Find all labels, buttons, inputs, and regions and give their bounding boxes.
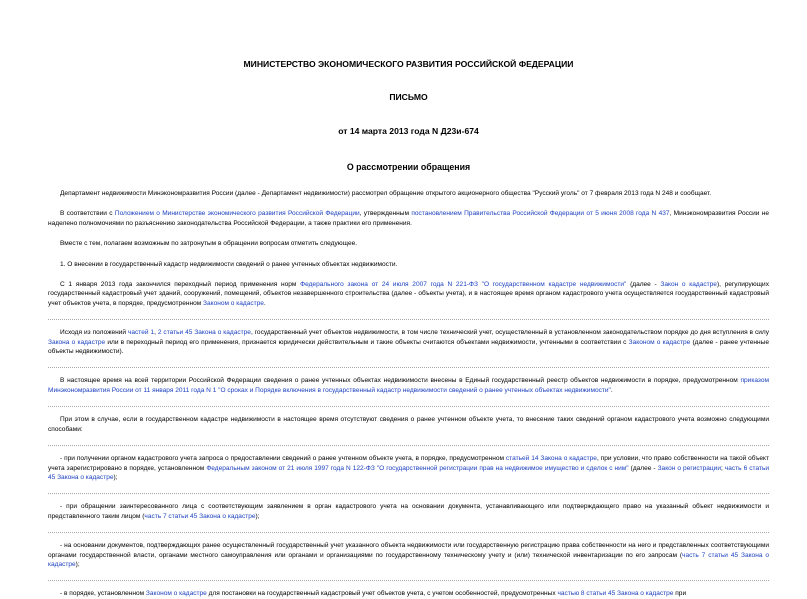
paragraph-text: при	[673, 590, 687, 598]
document-link[interactable]: Положением о Министерстве экономического развития Российской Федерации	[114, 210, 360, 218]
document-link[interactable]: Закон о кадастре	[660, 281, 717, 289]
paragraph-text: (далее -	[628, 464, 658, 472]
paragraph	[48, 589, 769, 598]
document-date-number: от 14 марта 2013 года N Д23и-674	[338, 126, 479, 136]
document-link[interactable]: статьей 14 Закона о кадастре	[505, 455, 597, 463]
document-link[interactable]: постановлением Правительства Российской Федерации от 5 июня 2008 года N 437	[411, 210, 670, 218]
paragraph-text: .	[610, 386, 613, 394]
paragraph-text: (далее -	[626, 281, 661, 289]
ministry-heading: МИНИСТЕРСТВО ЭКОНОМИЧЕСКОГО РАЗВИТИЯ РОССИЙСКОЙ ФЕДЕРАЦИИ	[243, 59, 574, 69]
paragraph-text: Департамент недвижимости Минэкономразвития России (далее - Департамент недвижимости) рассмотрел обращение открытого акционерного общества "Русский уголь" от 7 февраля 2013 года N 248 и сообщает.	[60, 190, 712, 197]
document-link[interactable]: часть 6 статьи 45 Закона о кадастре	[48, 464, 770, 481]
paragraph	[48, 260, 769, 269]
paragraph	[48, 280, 769, 308]
paragraph-text: , при условии, что право собственности на такой объект учета зарегистрировано в порядке, установленном	[48, 455, 769, 472]
paragraph-text: Исходя из положений	[60, 329, 128, 337]
paragraph	[48, 189, 769, 198]
document-link[interactable]: частей 1	[127, 329, 155, 337]
document-link[interactable]: Законом о кадастре	[145, 590, 207, 598]
paragraph-text: , Минэкономразвития России не наделено полномочиями по разъяснению законодательства Российской Федерации, а также практики его применения.	[48, 210, 770, 227]
document-link[interactable]: Законом о кадастре	[203, 299, 264, 307]
paragraph-text: - при обращении заинтересованного лица с соответствующим заявлением в орган кадастрового учета на основании документа, устанавливающего или подтверждающего право на указанный объект недвижимости и представленного таким лицом (	[48, 503, 769, 520]
paragraph	[48, 328, 769, 356]
document-link[interactable]: часть 7 статьи 45 Закона о кадастре	[144, 512, 256, 520]
paragraph	[48, 415, 769, 434]
paragraph-text: или в переходный период его применения, признается юридически действительным и такие объекты считаются объектами недвижимости, учтенными в соответствии с	[105, 338, 629, 346]
paragraph-divider	[48, 493, 769, 494]
paragraph-divider	[48, 319, 769, 320]
paragraph-text: С 1 января 2013 года закончился переходный период применения норм	[60, 281, 301, 289]
paragraph	[48, 239, 769, 248]
paragraph-text: - на основании документов, подтверждающих ранее осуществленный государственный учет указанного объекта недвижимости или государственную регистрацию права собственности на него и представленных соответствующими органами государственной власти, органами местного самоуправления или органами и организациями по государственному техническому учету и (или) технической инвентаризации по его запросам (	[48, 542, 769, 559]
paragraph-text: - при получении органом кадастрового учета запроса о предоставлении сведений о ранее учтенном объекте учета, в порядке, предусмотренном	[60, 455, 506, 463]
paragraph-text: В соответствии с	[60, 210, 115, 218]
paragraph-text: );	[255, 512, 260, 520]
paragraph-divider	[48, 445, 769, 446]
paragraph-text: для постановки на государственный кадастровый учет объектов учета, с учетом особенностей, предусмотренных	[206, 590, 558, 598]
paragraph-divider	[48, 406, 769, 407]
document-link[interactable]: Закона о кадастре	[48, 338, 106, 346]
paragraph-divider	[48, 367, 769, 368]
paragraph-text: При этом в случае, если в государственном кадастре недвижимости в настоящее время отсутствуют сведения о ранее учтенном объекте учета, то внесение таких сведений органом кадастрового учета возможно следующими способами:	[48, 416, 769, 433]
document-type: ПИСЬМО	[389, 92, 428, 102]
document-link[interactable]: Федерального закона от 24 июля 2007 года N 221-ФЗ "О государственном кадастре недвижимости"	[300, 281, 627, 289]
document-subject: О рассмотрении обращения	[346, 162, 471, 172]
paragraph-text: ,	[154, 329, 158, 337]
paragraph-text: , утвержденным	[359, 210, 412, 218]
paragraph-text: , государственный учет объектов недвижимости, в том числе технический учет, осуществленный в установленном законодательством порядке до дня вступления в силу	[250, 329, 769, 337]
paragraph-divider	[48, 580, 769, 581]
document-link[interactable]: частью 8 статьи 45 Закона о кадастре	[557, 590, 674, 598]
document-link[interactable]: 2 статьи 45 Закона о кадастре	[157, 329, 251, 337]
paragraph-text: В настоящее время на всей территории Российской Федерации сведения о ранее учтенных объектах недвижимости внесены в Единый государственный реестр объектов недвижимости в порядке, предусмотренном	[60, 377, 741, 385]
paragraph	[48, 502, 769, 521]
document-link[interactable]: Закон о регистрации	[657, 464, 721, 472]
document-link[interactable]: приказом Минэкономразвития России от 11 января 2011 года N 1 "О сроках и Порядке включения в государственный кадастр недвижимости сведений о ранее учтенных объектах недвижимости"	[48, 377, 769, 394]
document-link[interactable]: Законом о кадастре	[628, 338, 691, 346]
paragraph	[48, 541, 769, 569]
paragraph	[48, 376, 769, 395]
document-link[interactable]: часть 7 статьи 45 Закона о кадастре	[48, 551, 769, 568]
paragraph-text: );	[113, 473, 118, 481]
paragraph-text: ), регулирующих государственный кадастровый учет зданий, сооружений, помещений, объектов незавершенного строительства (далее - объекты учета), и в настоящее время органом кадастрового учета осуществляется государственный кадастровый учет объектов учета, в порядке, предусмотренном	[48, 281, 769, 307]
paragraph-divider	[48, 532, 769, 533]
paragraph-text: );	[75, 560, 80, 568]
document-link[interactable]: Федеральным законом от 21 июля 1997 года N 122-ФЗ "О государственной регистрации прав на недвижимое имущество и сделок с ним"	[206, 464, 629, 472]
paragraph-text: (далее - ранее учтенные объекты недвижимости).	[48, 338, 770, 356]
paragraph-text: Вместе с тем, полагаем возможным по затронутым в обращении вопросам отметить следующее.	[60, 240, 358, 248]
paragraph	[48, 209, 769, 228]
paragraph-text: ;	[721, 464, 725, 472]
paragraph-text: .	[263, 299, 266, 307]
paragraph-text: - в порядке, установленном	[60, 590, 146, 598]
paragraph	[48, 454, 769, 482]
paragraph-text: 1. О внесении в государственный кадастр недвижимости сведений о ранее учтенных объектах недвижимости.	[60, 260, 398, 268]
document-body	[48, 189, 769, 599]
